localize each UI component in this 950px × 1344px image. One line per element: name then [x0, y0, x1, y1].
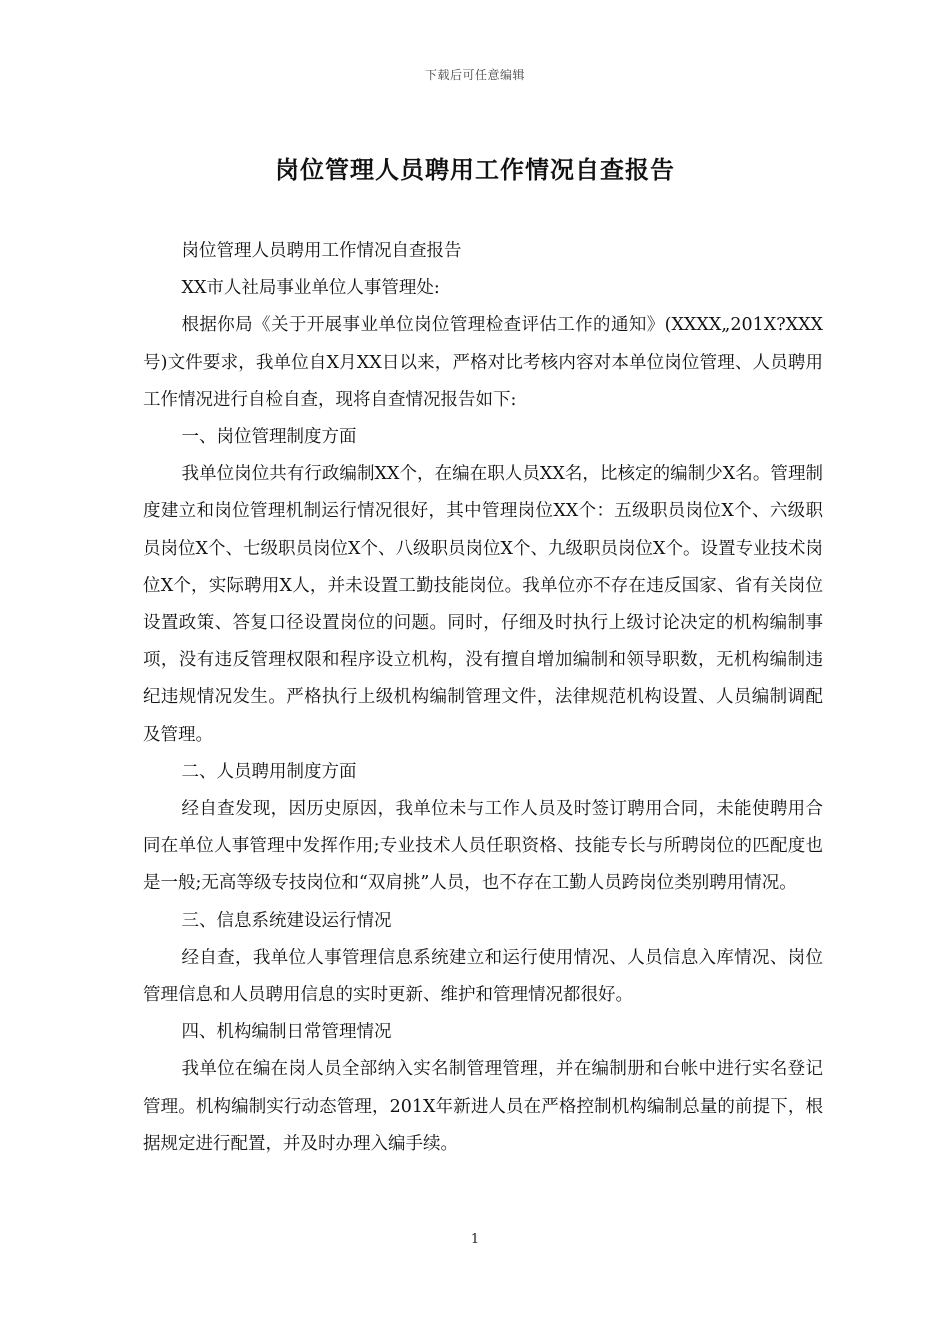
paragraph-intro: 根据你局《关于开展事业单位岗位管理检查评估工作的通知》(XXXX„201X?XXX号)文件要求，我单位自X月XX日以来，严格对比考核内容对本单位岗位管理、人员聘用工作情况进行自检自查，现将自查情况报告如下:: [143, 315, 823, 410]
paragraph-section-1: 我单位岗位共有行政编制XX个，在编在职人员XX名，比核定的编制少X名。管理制度建立和岗位管理机制运行情况很好，其中管理岗位XX个：五级职员岗位X个、六级职员岗位X个、七级职员岗位X个、八级职员岗位X个、九级职员岗位X个。设置专业技术岗位X个，实际聘用X人，并未设置工勤技能岗位。我单位亦不存在违反国家、省有关岗位设置政策、答复口径设置岗位的问题。同时，仔细及时执行上级讨论决定的机构编制事项，没有违反管理权限和程序设立机构，没有擅自增加编制和领导职数，无机构编制违纪违规情况发生。严格执行上级机构编制管理文件，法律规范机构设置、人员编制调配及管理。: [143, 464, 823, 745]
section-heading-2: 二、人员聘用制度方面: [181, 761, 357, 782]
paragraph-section-4: 我单位在编在岗人员全部纳入实名制管理管理，并在编制册和台帐中进行实名登记管理。机构编制实行动态管理，201X年新进人员在严格控制机构编制总量的前提下，根据规定进行配置，并及时办理入编手续。: [143, 1059, 823, 1154]
section-heading-4: 四、机构编制日常管理情况: [181, 1022, 392, 1043]
document-title: 岗位管理人员聘用工作情况自查报告: [275, 156, 675, 184]
page-number: 1: [470, 1232, 480, 1247]
header-note: 下载后可任意编辑: [424, 68, 525, 82]
paragraph-subtitle: 岗位管理人员聘用工作情况自查报告: [181, 241, 462, 261]
paragraph-addressee: XX市人社局事业单位人事管理处:: [181, 278, 440, 299]
paragraph-section-2: 经自查发现，因历史原因，我单位未与工作人员及时签订聘用合同，未能使聘用合同在单位人事管理中发挥作用;专业技术人员任职资格、技能专长与所聘岗位的匹配度也是一般;无高等级专技岗位和“双肩挑”人员，也不存在工勤人员跨岗位类别聘用情况。: [143, 799, 823, 894]
paragraph-section-3: 经自查，我单位人事管理信息系统建立和运行使用情况、人员信息入库情况、岗位管理信息和人员聘用信息的实时更新、维护和管理情况都很好。: [143, 947, 823, 1006]
section-heading-1: 一、岗位管理制度方面: [181, 427, 357, 448]
section-heading-3: 三、信息系统建设运行情况: [181, 910, 392, 931]
document-body: [143, 233, 823, 1163]
